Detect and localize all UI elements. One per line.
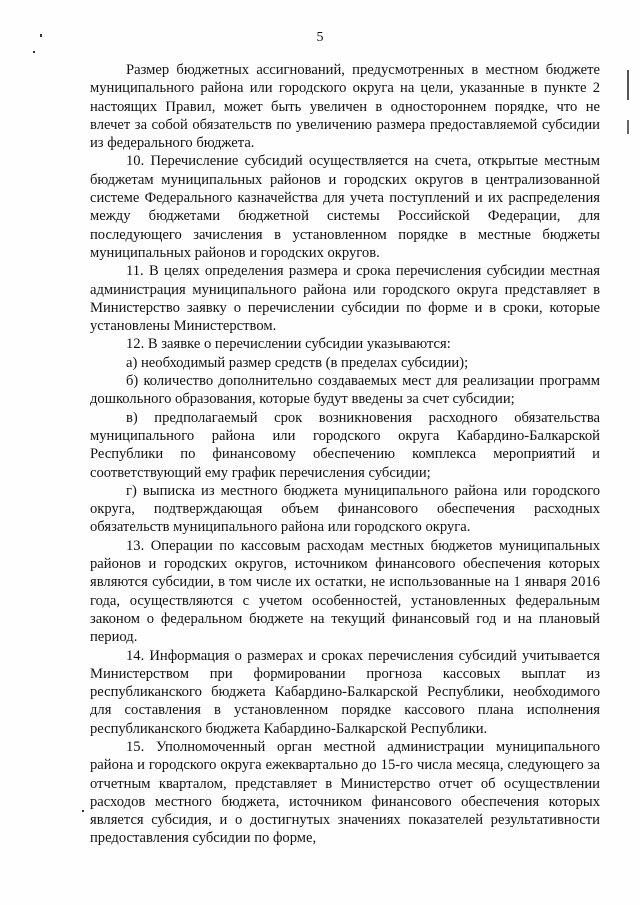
paragraph-15: 15. Уполномоченный орган местной администрации муниципального района и городского округа ежеквартально до 15-го числа месяца, следующего за отчетным кварталом, представляет в Министерство отчет об осуществлении расходов местного бюджета, источником финансового обеспечения которых является субсидия, и о достигнутых значениях показателей результативности предоставления субсидии по форме, [90, 738, 600, 847]
paragraph-11: 11. В целях определения размера и срока перечисления субсидии местная администрация муниципального района или городского округа представляет в Министерство заявку о перечислении субсидии по форме и в сроки, которые установлены Министерством. [90, 263, 600, 335]
paragraph-12-b: б) количество дополнительно создаваемых мест для реализации программ дошкольного образования, которые будут введены за счет субсидии; [90, 373, 600, 408]
scan-speck [40, 34, 42, 37]
paragraph-12-a: а) необходимый размер средств (в пределах субсидии); [126, 354, 469, 371]
paragraph-12: 12. В заявке о перечислении субсидии указываются: [126, 336, 451, 353]
scan-edge-mark [627, 70, 629, 100]
scan-speck [33, 51, 35, 53]
page-number: 5 [316, 30, 324, 45]
document-body [90, 61, 600, 848]
paragraph-12-g: г) выписка из местного бюджета муниципального района или городского округа, подтверждающая объем финансового обеспечения расходных обязательств муниципального района или городского округа. [90, 482, 600, 536]
paragraph-13: 13. Операции по кассовым расходам местных бюджетов муниципальных районов и городских округов, источником финансового обеспечения которых являются субсидии, в том числе их остатки, не использованные на 1 января 2016 года, осуществляются с учетом особенностей, установленных федеральным законом о федеральном бюджете на текущий финансовый год и на плановый период. [90, 537, 600, 646]
scan-edge-mark [627, 120, 629, 134]
scan-speck [82, 810, 84, 812]
paragraph-12-v: в) предполагаемый срок возникновения расходного обязательства муниципального района или городского округа Кабардино-Балкарской Республики по финансовому обеспечению комплекса мероприятий и соответствующий ему график перечисления субсидии; [90, 409, 600, 481]
paragraph-14: 14. Информация о размерах и сроках перечисления субсидий учитывается Министерством при формировании прогноза кассовых выплат из республиканского бюджета Кабардино-Балкарской Республики, необходимого для составления в установленном порядке кассового плана исполнения республиканского бюджета Кабардино-Балкарской Республики. [90, 647, 600, 737]
paragraph-10: 10. Перечисление субсидий осуществляется на счета, открытые местным бюджетам муниципальных районов и городских округов в централизованной системе Федерального казначейства для учета поступлений и их распределения между бюджетами бюджетной системы Российской Федерации, для последующего зачисления в установленном порядке в местные бюджеты муниципальных районов и городских округов. [90, 153, 600, 261]
paragraph-budget-allocation: Размер бюджетных ассигнований, предусмотренных в местном бюджете муниципального района или городского округа на цели, указанные в пункте 2 настоящих Правил, может быть увеличен в одностороннем порядке, что не влечет за собой обязательств по увеличению размера предоставляемой субсидии из федерального бюджета. [90, 62, 600, 152]
